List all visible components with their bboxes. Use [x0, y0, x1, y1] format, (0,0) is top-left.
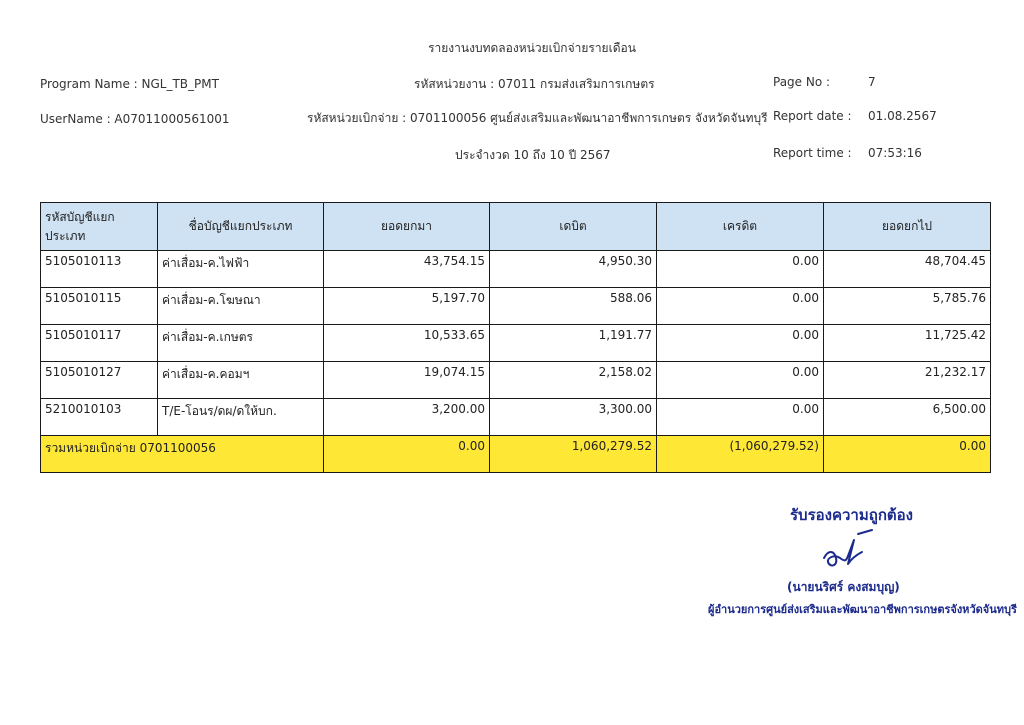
column-header-account-name: ชื่อบัญชีแยกประเภท: [158, 203, 324, 251]
debit-cell: 2,158.02: [490, 362, 657, 399]
report-date-label: Report date :: [773, 109, 852, 123]
signer-name: (นายนริศร์ คงสมบุญ): [787, 580, 900, 594]
account-name-cell: ค่าเสื่อม-ค.ไฟฟ้า: [158, 251, 324, 288]
brought-forward-cell: 10,533.65: [324, 325, 490, 362]
credit-cell: 0.00: [657, 362, 824, 399]
total-brought-forward: 0.00: [324, 436, 490, 473]
signer-position: ผู้อำนวยการศูนย์ส่งเสริมและพัฒนาอาชีพการเกษตรจังหวัดจันทบุรี: [708, 603, 1017, 616]
agency-code: รหัสหน่วยงาน : 07011 กรมส่งเสริมการเกษตร: [414, 77, 655, 91]
total-credit: (1,060,279.52): [657, 436, 824, 473]
page-number-label: Page No :: [773, 75, 831, 89]
debit-cell: 1,191.77: [490, 325, 657, 362]
debit-cell: 588.06: [490, 288, 657, 325]
signature-mark: [818, 528, 876, 574]
total-label: รวมหน่วยเบิกจ่าย 0701100056: [41, 436, 324, 473]
brought-forward-cell: 5,197.70: [324, 288, 490, 325]
carried-forward-cell: 48,704.45: [824, 251, 991, 288]
carried-forward-cell: 11,725.42: [824, 325, 991, 362]
column-header-account-code: รหัสบัญชีแยกประเภท: [41, 203, 158, 251]
page-number-value: 7: [868, 75, 876, 89]
certification-heading: รับรองความถูกต้อง: [790, 506, 913, 524]
report-date-value: 01.08.2567: [868, 109, 937, 123]
brought-forward-cell: 43,754.15: [324, 251, 490, 288]
account-name-cell: ค่าเสื่อม-ค.โฆษณา: [158, 288, 324, 325]
brought-forward-cell: 3,200.00: [324, 399, 490, 436]
report-time-value: 07:53:16: [868, 146, 922, 160]
account-code-cell: 5105010115: [41, 288, 158, 325]
column-header-credit: เครดิต: [657, 203, 824, 251]
table-row: [41, 325, 991, 362]
account-code-cell: 5210010103: [41, 399, 158, 436]
report-time-label: Report time :: [773, 146, 852, 160]
credit-cell: 0.00: [657, 399, 824, 436]
report-period: ประจำงวด 10 ถึง 10 ปี 2567: [455, 148, 611, 162]
column-header-debit: เดบิต: [490, 203, 657, 251]
column-header-brought-forward: ยอดยกมา: [324, 203, 490, 251]
credit-cell: 0.00: [657, 325, 824, 362]
total-carried-forward: 0.00: [824, 436, 991, 473]
debit-cell: 3,300.00: [490, 399, 657, 436]
table-row: [41, 251, 991, 288]
account-name-cell: T/E-โอนร/ดผ/ดให้บก.: [158, 399, 324, 436]
table-header-row: [41, 203, 991, 251]
carried-forward-cell: 21,232.17: [824, 362, 991, 399]
program-name: Program Name : NGL_TB_PMT: [40, 77, 219, 91]
disbursing-unit: รหัสหน่วยเบิกจ่าย : 0701100056 ศูนย์ส่งเสริมและพัฒนาอาชีพการเกษตร จังหวัดจันทบุรี: [307, 111, 768, 125]
trial-balance-table: [40, 202, 991, 473]
report-title: รายงานงบทดลองหน่วยเบิกจ่ายรายเดือน: [428, 41, 636, 55]
account-name-cell: ค่าเสื่อม-ค.คอมฯ: [158, 362, 324, 399]
account-code-cell: 5105010127: [41, 362, 158, 399]
table-row: [41, 288, 991, 325]
credit-cell: 0.00: [657, 288, 824, 325]
account-code-cell: 5105010117: [41, 325, 158, 362]
table-row: [41, 399, 991, 436]
carried-forward-cell: 5,785.76: [824, 288, 991, 325]
account-code-cell: 5105010113: [41, 251, 158, 288]
brought-forward-cell: 19,074.15: [324, 362, 490, 399]
user-name: UserName : A07011000561001: [40, 112, 230, 126]
column-header-carried-forward: ยอดยกไป: [824, 203, 991, 251]
account-name-cell: ค่าเสื่อม-ค.เกษตร: [158, 325, 324, 362]
total-debit: 1,060,279.52: [490, 436, 657, 473]
table-row: [41, 362, 991, 399]
debit-cell: 4,950.30: [490, 251, 657, 288]
carried-forward-cell: 6,500.00: [824, 399, 991, 436]
total-row: [41, 436, 991, 473]
credit-cell: 0.00: [657, 251, 824, 288]
